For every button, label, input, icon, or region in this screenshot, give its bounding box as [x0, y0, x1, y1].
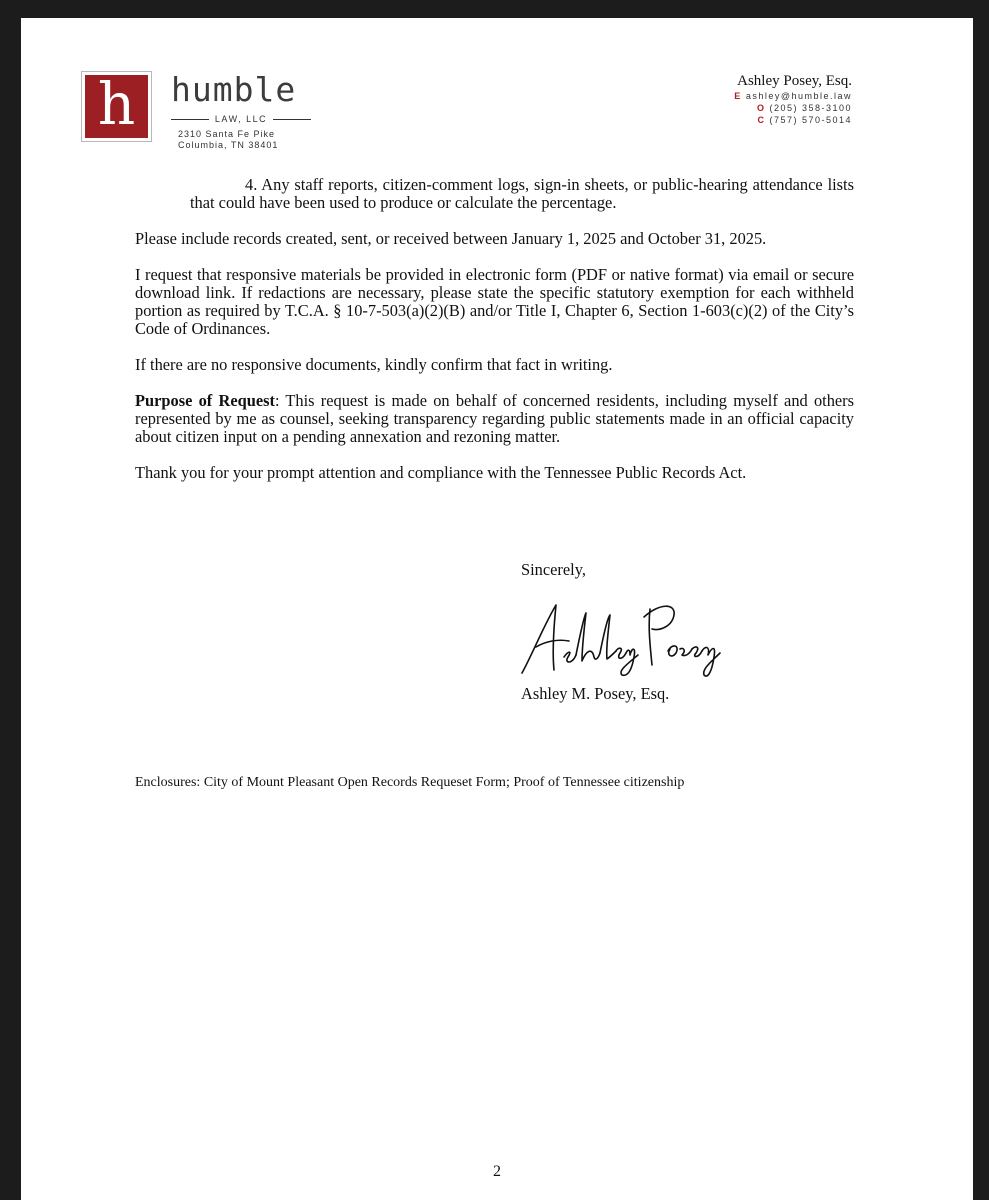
contact-email: [734, 90, 852, 102]
thanks-paragraph: Thank you for your prompt attention and compliance with the Tennessee Public Records Act.: [135, 463, 747, 482]
cell-phone-value: (757) 570-5014: [769, 115, 852, 125]
divider: [171, 119, 209, 120]
request-item-4: 4. Any staff reports, citizen-comment logs, sign-in sheets, or public-hearing attendance lists that could have been used to produce or calculate the percentage.: [190, 175, 854, 212]
purpose-label: Purpose of Request: [135, 391, 275, 410]
cell-tag: C: [757, 115, 766, 125]
signatory-name: Ashley M. Posey, Esq.: [521, 684, 670, 703]
purpose-paragraph: [135, 392, 854, 446]
signature-image: [514, 595, 729, 680]
document-page: [21, 18, 973, 1200]
closing: Sincerely,: [521, 560, 586, 579]
contact-name: Ashley Posey, Esq.: [737, 73, 852, 89]
firm-name: humble: [171, 70, 297, 109]
address-line-1: 2310 Santa Fe Pike: [178, 129, 276, 139]
firm-address: [178, 129, 278, 151]
email-tag: E: [734, 91, 742, 101]
purpose-text: : This request is made on behalf of concerned residents, including myself and others represented by me as counsel, seeking transparency regarding public statements made in an official capacity about citizen input on a pending annexation and rezoning matter.: [135, 391, 854, 446]
page-number: 2: [493, 1163, 501, 1180]
contact-office-phone: [734, 102, 852, 114]
firm-logo: [81, 71, 152, 142]
signature: [514, 595, 729, 685]
email-value: ashley@humble.law: [745, 91, 852, 101]
firm-subtitle-text: LAW, LLC: [214, 114, 268, 124]
divider: [273, 119, 311, 120]
firm-subtitle: [171, 114, 311, 124]
office-phone-value: (205) 358-3100: [769, 103, 852, 113]
format-paragraph: I request that responsive materials be provided in electronic form (PDF or native format) via email or secure download link. If redactions are necessary, please state the specific statutory exemption for each withheld portion as required by T.C.A. § 10-7-503(a)(2)(B) and/or Title I, Chapter 6, Section 1-603(c)(2) of the City’s Code of Ordinances.: [135, 265, 854, 338]
address-line-2: Columbia, TN 38401: [178, 140, 279, 150]
contact-cell-phone: [734, 114, 852, 126]
logo-letter: h: [85, 75, 148, 138]
contact-block: [734, 72, 852, 126]
date-range-paragraph: Please include records created, sent, or received between January 1, 2025 and October 31, 2025.: [135, 229, 767, 248]
letter-body: [135, 176, 854, 500]
enclosures-line: Enclosures: City of Mount Pleasant Open Records Requeset Form; Proof of Tennessee citizenship: [135, 775, 685, 790]
no-records-paragraph: If there are no responsive documents, kindly confirm that fact in writing.: [135, 355, 613, 374]
office-tag: O: [756, 103, 766, 113]
